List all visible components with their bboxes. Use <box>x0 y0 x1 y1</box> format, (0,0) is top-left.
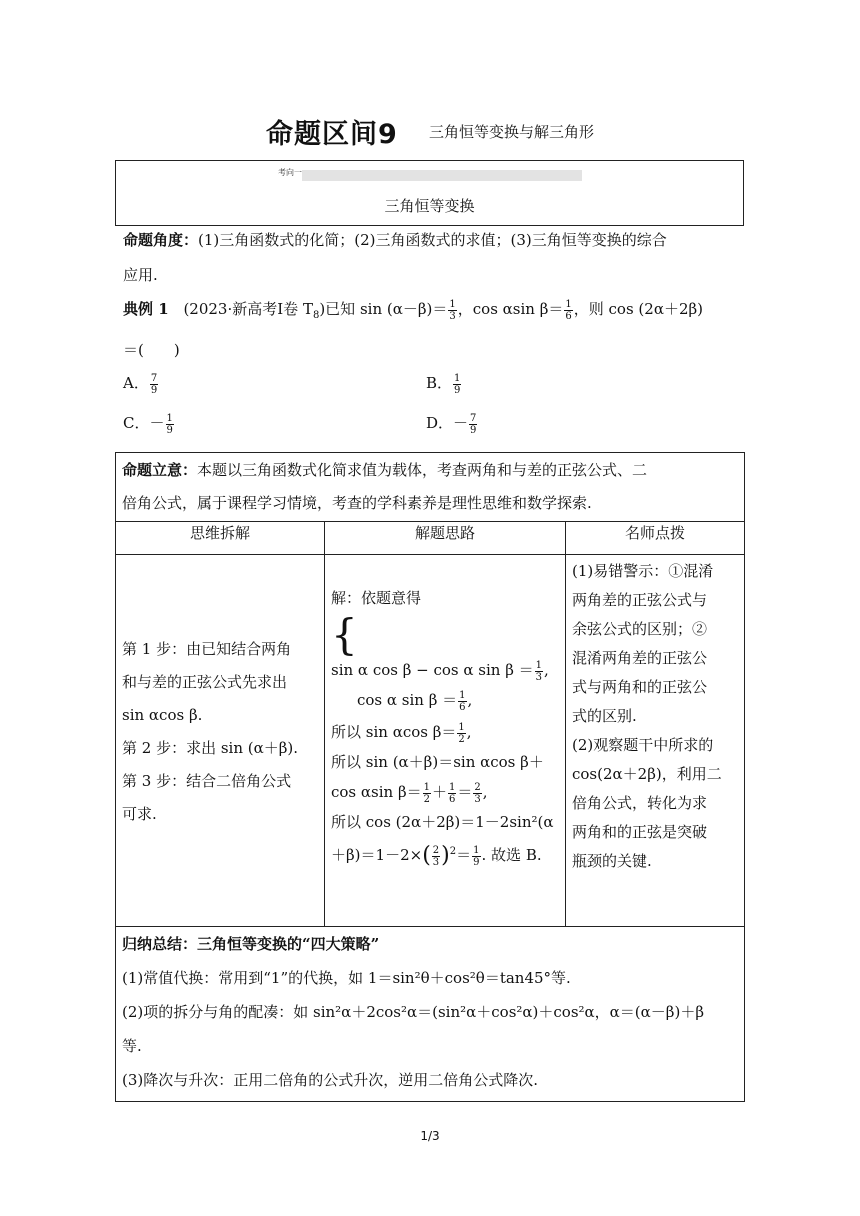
step-line: 第 3 步：结合二倍角公式 <box>122 772 292 790</box>
solution-cell: 解：依题意得 {sin α cos β − cos α sin β ＝ $\frac{1}{3}$ , cos α sin β ＝ $\frac{1}{6}$ , 所以 sin αcos β＝ $\frac{1}{2}$ , 所以 sin (α＋β)＝sin αcos β＋ cos αsin β＝ $\frac{1}{2}$ ＋ $\frac{1}{6}$ ＝ $\frac{2}{3}$ , 所以 cos (2α＋2β)＝1－2sin²(α ＋β)＝1－2×( $\frac{2}{3}$ )$^2$＝ $\frac{1}{9}$ . 故选 B. <box>325 555 566 927</box>
section-tag: 考向一 <box>278 168 302 177</box>
tip-line: 混淆两角差的正弦公 <box>572 649 708 667</box>
angle-line-1 <box>123 229 667 250</box>
table-header-row <box>116 522 745 555</box>
column-header: 解题思路 <box>325 522 566 555</box>
summary-paragraph: (3)降次与升次：正用二倍角的公式升次，逆用二倍角公式降次. <box>122 1071 539 1089</box>
tip-line: 两角和的正弦是突破 <box>572 823 708 841</box>
chapter-subtitle: 三角恒等变换与解三角形 <box>428 123 594 141</box>
fraction: $\frac{1}{2}$ <box>458 721 465 745</box>
intent-cell: 命题立意：本题以三角函数式化简求值为载体，考查两角和与差的正弦公式、二 倍角公式，属于课程学习情境，考查的学科素养是理性思维和数学探索. <box>116 453 745 522</box>
steps-cell <box>116 555 325 927</box>
fraction: $\frac{1}{6}$ <box>459 689 466 713</box>
equation-system: {sin α cos β − cos α sin β ＝ $\frac{1}{3}$ , cos α sin β ＝ $\frac{1}{6}$ , <box>331 610 549 713</box>
tip-line: cos(2α＋2β)，利用二 <box>572 765 722 783</box>
tip-line: 倍角公式，转化为求 <box>572 794 708 812</box>
fraction: $\frac{1}{9}$ <box>473 844 480 868</box>
tip-line: 两角差的正弦公式与 <box>572 591 708 609</box>
example-source-sub: 8 <box>312 310 320 321</box>
fraction: $\frac{2}{3}$ <box>432 844 440 868</box>
tip-line: 余弦公式的区别；② <box>572 620 708 638</box>
angle-text: (1)三角函数式的化简；(2)三角函数式的求值；(3)三角恒等变换的综合 <box>198 231 667 249</box>
example-line-2: ＝( ) <box>123 341 180 359</box>
section-box <box>115 160 744 226</box>
tip-line: 式与两角和的正弦公 <box>572 678 708 696</box>
step-line: 第 1 步：由已知结合两角 <box>122 640 292 658</box>
summary-cell <box>116 927 745 1102</box>
step-line: 可求. <box>122 805 157 823</box>
fraction: $\frac{7}{9}$ <box>470 412 477 436</box>
fraction: $\frac{1}{9}$ <box>166 412 173 436</box>
step-line: 和与差的正弦公式先求出 <box>122 673 288 691</box>
example-source: (2023·新高考Ⅰ卷 T <box>183 300 313 318</box>
fraction: $\frac{1}{6}$ <box>449 781 456 805</box>
solution-lead: 解： <box>331 589 362 607</box>
fraction: $\frac{1}{3}$ <box>449 298 456 322</box>
section-tag-bar <box>302 170 582 181</box>
example-line-1 <box>123 298 703 322</box>
column-header: 思维拆解 <box>116 522 325 555</box>
fraction: $\frac{1}{3}$ <box>535 659 543 683</box>
summary-paragraph: (2)项的拆分与角的配凑：如 sin²α＋2cos²α＝(sin²α＋cos²α)＋cos²α，α＝(α－β)＋β <box>122 1003 704 1021</box>
page-number: 1/3 <box>420 1129 440 1143</box>
fraction: $\frac{2}{3}$ <box>474 781 481 805</box>
option-b: B． $\frac{1}{9}$ <box>426 372 461 396</box>
summary-row <box>116 927 745 1102</box>
example-label: 典例 1 <box>123 300 169 318</box>
example-part1: )已知 sin (α－β)＝ <box>319 300 448 318</box>
section-title: 三角恒等变换 <box>384 197 475 215</box>
intent-label: 命题立意： <box>122 461 198 479</box>
step-line: sin αcos β. <box>122 706 203 724</box>
column-header: 名师点拨 <box>566 522 745 555</box>
step-line: 第 2 步：求出 sin (α＋β). <box>122 739 299 757</box>
tip-line: 瓶颈的关键. <box>572 852 652 870</box>
tip-line: (2)观察题干中所求的 <box>572 736 714 754</box>
option-d: D．－ $\frac{7}{9}$ <box>426 412 477 436</box>
fraction: $\frac{1}{6}$ <box>565 298 572 322</box>
fraction: $\frac{1}{9}$ <box>454 372 461 396</box>
table-body-row <box>116 555 745 927</box>
analysis-table <box>115 452 745 1102</box>
tip-line: (1)易错警示：①混淆 <box>572 562 714 580</box>
tip-line: 式的区别. <box>572 707 637 725</box>
brace-icon: { <box>331 610 358 659</box>
chapter-title: 命题区间9 <box>266 119 398 150</box>
option-c: C．－ $\frac{1}{9}$ <box>123 412 173 436</box>
example-part2: ，cos αsin β＝ <box>457 300 564 318</box>
intent-row <box>116 453 745 522</box>
summary-paragraph: 等. <box>122 1037 142 1055</box>
angle-label: 命题角度： <box>123 231 199 249</box>
angle-line-2: 应用. <box>123 266 158 284</box>
example-part3: ，则 cos (2α＋2β) <box>573 300 704 318</box>
tips-cell <box>566 555 745 927</box>
page-title <box>0 112 860 151</box>
summary-title: 归纳总结：三角恒等变换的“四大策略” <box>122 935 380 953</box>
fraction: $\frac{7}{9}$ <box>150 372 158 396</box>
option-a: A． $\frac{7}{9}$ <box>123 372 158 396</box>
summary-paragraph: (1)常值代换：常用到“1”的代换，如 1＝sin²θ＋cos²θ＝tan45°等. <box>122 969 571 987</box>
fraction: $\frac{1}{2}$ <box>423 781 430 805</box>
